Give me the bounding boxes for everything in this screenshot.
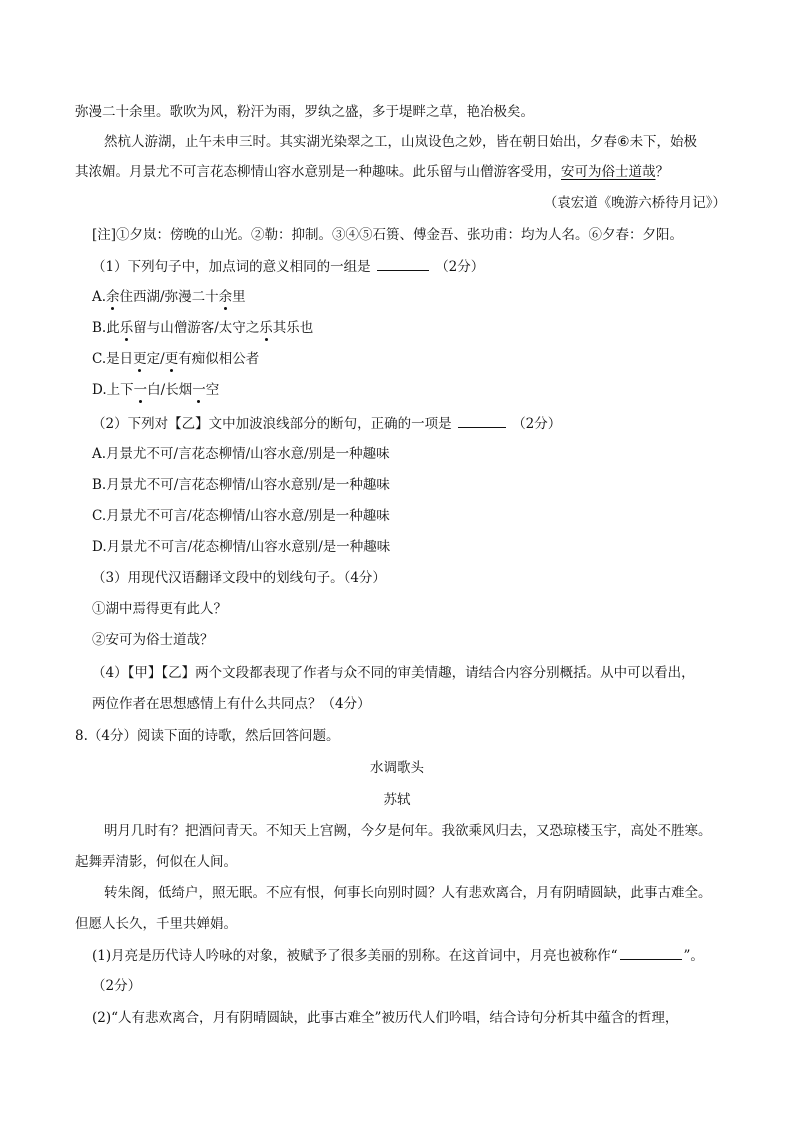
q8-stem: 8.（4分）阅读下面的诗歌，然后回答问题。: [75, 728, 340, 744]
answer-blank[interactable]: [377, 256, 429, 271]
dotted-char: 乐: [259, 320, 273, 336]
q3-stem: （3）用现代汉语翻译文段中的划线句子。（4分）: [92, 570, 386, 586]
q1-option-c: C.是日更定/更有痴似相公者: [92, 351, 260, 367]
passage-line-3: 其浓媚。月景尤不可言花态柳情山容水意别是一种趣味。此乐留与山僧游客受用，安可为俗士道哉？: [75, 164, 669, 180]
dotted-char: 一: [133, 382, 148, 398]
dotted-char: 余: [106, 289, 120, 305]
q3-item-1: ①湖中焉得更有此人？: [92, 601, 227, 617]
dotted-char: 一: [192, 382, 206, 398]
poem-line-3: 转朱阁，低绮户，照无眠。不应有恨，何事长向别时圆？人有悲欢离合，月有阴晴圆缺，此事古难全。: [104, 885, 712, 901]
q1-option-a: A.余住西湖/弥漫二十余里: [92, 289, 246, 305]
answer-blank[interactable]: [620, 945, 682, 960]
q1-option-b: B.此乐留与山僧游客/太守之乐其乐也: [92, 320, 314, 336]
note-marker-6: ⑥: [617, 134, 630, 150]
passage-source: （袁宏道《晚游六桥待月记》）: [543, 195, 726, 211]
dotted-char: 乐: [119, 320, 134, 336]
passage-line-1: 弥漫二十余里。歌吹为风，粉汗为雨，罗纨之盛，多于堤畔之草，艳冶极矣。: [75, 104, 534, 120]
q1-stem: （1）下列句子中，加点词的意义相同的一组是 （2分）: [92, 256, 484, 277]
q1-option-d: D.上下一白/长烟一空: [92, 382, 220, 398]
q2-option-a: A.月景尤不可/言花态柳情/山容水意/别是一种趣味: [92, 446, 390, 462]
q2-stem: （2）下列对【乙】文中加波浪线部分的断句，正确的一项是 （2分）: [92, 413, 561, 434]
dotted-char: 更: [164, 351, 179, 367]
underlined-sentence: 安可为俗士道哉: [561, 164, 656, 180]
annotation-notes: [注]①夕岚：傍晚的山光。②勒：抑制。③④⑤石篑、傅金吾、张功甫：均为人名。⑥夕春：夕阳。: [92, 227, 684, 243]
dotted-char: 更: [133, 351, 147, 367]
q8-sub1-score: （2分）: [92, 978, 142, 994]
poem-author: 苏轼: [383, 792, 411, 808]
q4-line-1: （4）【甲】【乙】两个文段都表现了作者与众不同的审美情趣，请结合内容分别概括。从中可以看出，: [92, 665, 695, 681]
answer-blank[interactable]: [458, 413, 506, 428]
q8-sub2: (2)“人有悲欢离合，月有阴晴圆缺，此事古难全”被历代人们吟唱，结合诗句分析其中蕴含的哲理，: [92, 1010, 679, 1026]
q2-option-b: B.月景尤不可/言花态柳情/山容水意别/是一种趣味: [92, 477, 390, 493]
poem-line-1: 明月几时有？把酒问青天。不知天上宫阙，今夕是何年。我欲乘风归去，又恐琼楼玉宇，高处不胜寒。: [104, 823, 712, 839]
poem-title: 水调歌头: [370, 760, 424, 776]
poem-line-4: 但愿人长久，千里共婵娟。: [75, 916, 237, 932]
q3-item-2: ②安可为俗士道哉？: [92, 632, 214, 648]
dotted-char: 余: [218, 289, 233, 305]
q4-line-2: 两位作者在思想感情上有什么共同点？（4分）: [92, 696, 371, 712]
q2-option-d: D.月景尤不可言/花态柳情/山容水意别/是一种趣味: [92, 539, 391, 555]
passage-line-2: 然杭人游湖，止午未申三时。其实湖光染翠之工，山岚设色之妙，皆在朝日始出，夕春⑥未下，始极: [104, 134, 698, 150]
q8-sub1: (1)月亮是历代诗人吟咏的对象，被赋予了很多美丽的别称。在这首词中，月亮也被称作“ ”。: [92, 945, 704, 966]
q2-option-c: C.月景尤不可言/花态柳情/山容水意/别是一种趣味: [92, 508, 390, 524]
poem-line-2: 起舞弄清影，何似在人间。: [75, 854, 237, 870]
